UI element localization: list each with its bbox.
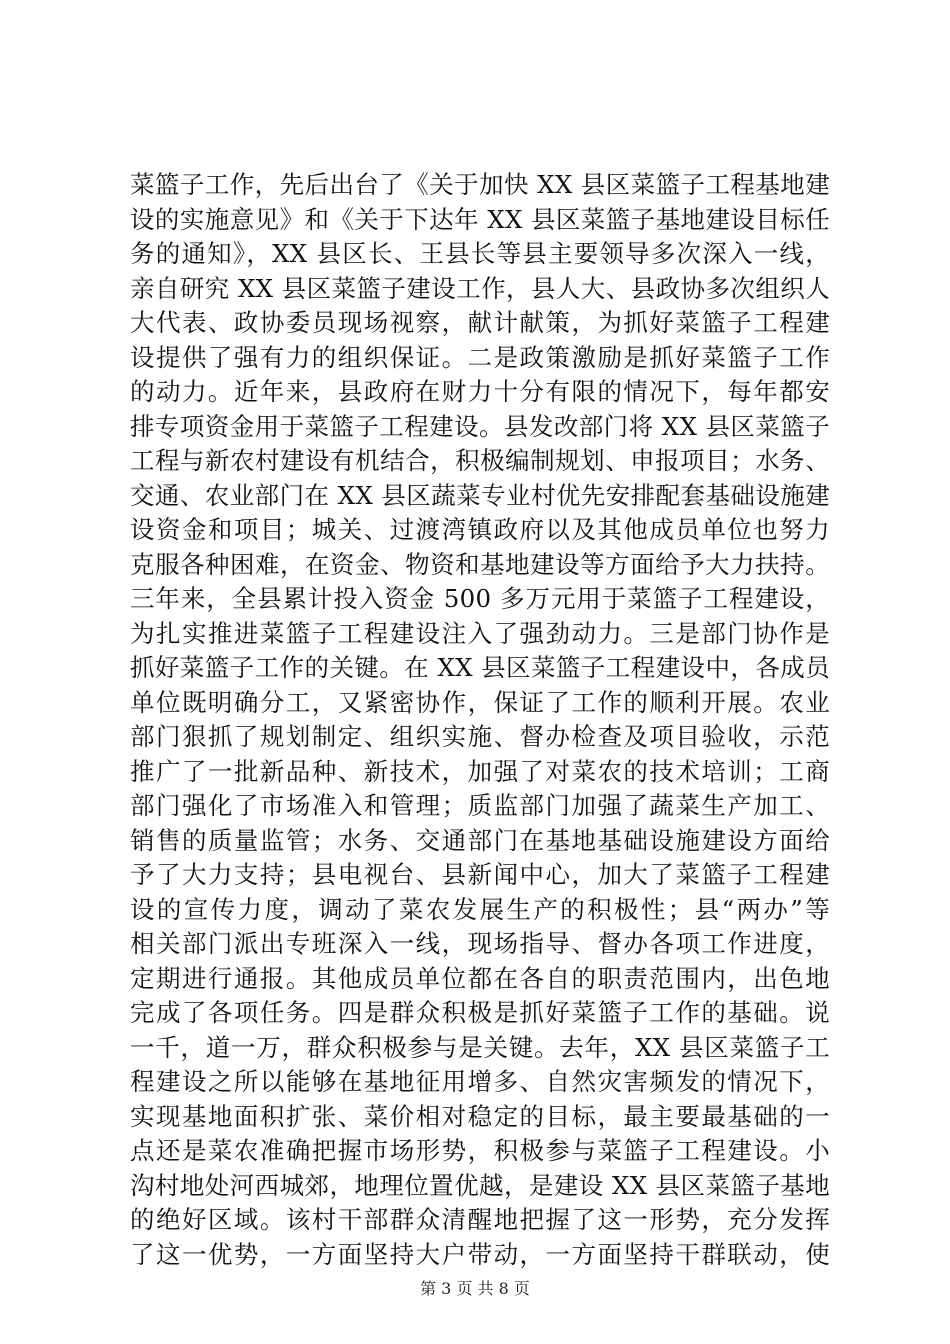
text-line: 的动力。近年来，县政府在财力十分有限的情况下，每年都安 <box>130 377 830 406</box>
text-line: 设提供了强有力的组织保证。二是政策激励是抓好菜篮子工作 <box>130 342 830 372</box>
text-line: 为扎实推进菜篮子工程建设注入了强劲动力。三是部门协作是 <box>130 618 830 648</box>
text-line: 工程与新农村建设有机结合，积极编制规划、申报项目；水务、 <box>130 446 830 475</box>
text-line: 大代表、政协委员现场视察，献计献策，为抓好菜篮子工程建 <box>130 308 830 337</box>
text-line: 三年来，全县累计投入资金 500 多万元用于菜篮子工程建设， <box>130 584 830 613</box>
text-line: 排专项资金用于菜篮子工程建设。县发改部门将 XX 县区菜篮子 <box>130 411 830 441</box>
text-line: 设资金和项目；城关、过渡湾镇政府以及其他成员单位也努力 <box>130 515 830 544</box>
text-line: 务的通知》，XX 县区长、王县长等县主要领导多次深入一线， <box>130 239 830 268</box>
text-line: 相关部门派出专班深入一线，现场指导、督办各项工作进度， <box>130 929 830 958</box>
text-line: 了这一优势，一方面坚持大户带动，一方面坚持干群联动，使 <box>130 1239 830 1269</box>
text-line: 亲自研究 XX 县区菜篮子建设工作，县人大、县政协多次组织人 <box>130 273 830 303</box>
text-line: 的绝好区域。该村干部群众清醒地把握了这一形势，充分发挥 <box>130 1205 830 1234</box>
body-text <box>130 168 830 1272</box>
page-number-footer: 第 3 页 共 8 页 <box>420 1279 530 1298</box>
text-line: 予了大力支持；县电视台、县新闻中心，加大了菜篮子工程建 <box>130 860 830 889</box>
text-line: 完成了各项任务。四是群众积极是抓好菜篮子工作的基础。说 <box>130 998 830 1027</box>
text-line: 设的实施意见》和《关于下达年 XX 县区菜篮子基地建设目标任 <box>130 204 830 234</box>
text-line: 推广了一批新品种、新技术，加强了对菜农的技术培训；工商 <box>130 756 830 786</box>
text-line: 销售的质量监管；水务、交通部门在基地基础设施建设方面给 <box>130 825 830 855</box>
text-line: 实现基地面积扩张、菜价相对稳定的目标，最主要最基础的一 <box>130 1101 830 1131</box>
text-line: 抓好菜篮子工作的关键。在 XX 县区菜篮子工程建设中，各成员 <box>130 653 830 682</box>
text-line: 沟村地处河西城郊，地理位置优越，是建设 XX 县区菜篮子基地 <box>130 1170 830 1200</box>
text-line: 程建设之所以能够在基地征用增多、自然灾害频发的情况下， <box>130 1067 830 1096</box>
text-line: 菜篮子工作，先后出台了《关于加快 XX 县区菜篮子工程基地建 <box>130 170 830 199</box>
text-line: 交通、农业部门在 XX 县区蔬菜专业村优先安排配套基础设施建 <box>130 480 830 510</box>
text-line: 克服各种困难，在资金、物资和基地建设等方面给予大力扶持。 <box>130 549 830 579</box>
text-line: 部门强化了市场准入和管理；质监部门加强了蔬菜生产加工、 <box>130 791 830 820</box>
text-line: 点还是菜农准确把握市场形势，积极参与菜篮子工程建设。小 <box>130 1136 830 1165</box>
text-line: 定期进行通报。其他成员单位都在各自的职责范围内，出色地 <box>130 963 830 993</box>
text-line: 部门狠抓了规划制定、组织实施、督办检查及项目验收，示范 <box>130 722 830 751</box>
text-line: 单位既明确分工，又紧密协作，保证了工作的顺利开展。农业 <box>130 687 830 717</box>
text-line: 设的宣传力度，调动了菜农发展生产的积极性；县“两办”等 <box>130 894 830 924</box>
text-line: 一千，道一万，群众积极参与是关键。去年，XX 县区菜篮子工 <box>130 1032 830 1062</box>
